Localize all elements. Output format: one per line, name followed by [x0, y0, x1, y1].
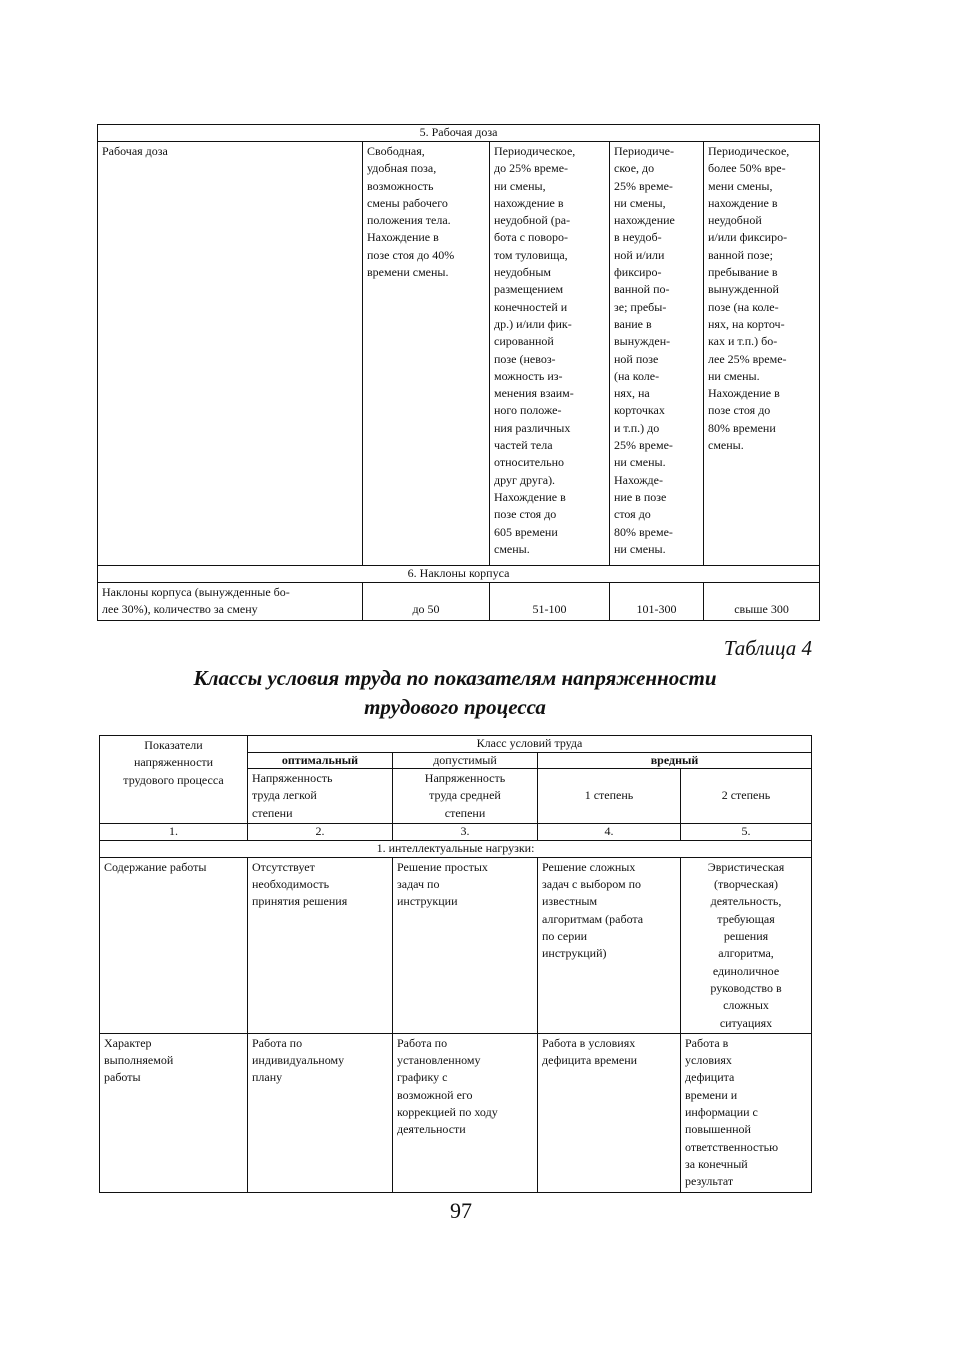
row-label-work-content: Содержание работы	[100, 857, 248, 1033]
section-header-bends: 6. Наклоны корпуса	[98, 566, 820, 583]
row-label-posture: Рабочая доза	[98, 142, 363, 566]
header-class-group: Класс условий труда	[248, 736, 812, 753]
header-indicators: Показатели напряженности трудового процесса	[100, 736, 248, 824]
cell-bends-optimal: до 50	[363, 583, 490, 621]
cell-bends-harmful-2: свыше 300	[704, 583, 820, 621]
table-title: Классы условия труда по показателям напряженности трудового процесса	[193, 666, 717, 719]
header-medium-strain: Напряженность труда средней степени	[393, 769, 538, 824]
cell-bends-allowable: 51-100	[490, 583, 610, 621]
row-label-bends: Наклоны корпуса (вынужденные бо- лее 30%), количество за смену	[98, 583, 363, 621]
header-degree-1: 1 степень	[538, 769, 681, 824]
header-optimal: оптимальный	[248, 753, 393, 769]
section-header-work-posture: 5. Рабочая доза	[98, 125, 820, 142]
page-number: 97	[450, 1198, 472, 1223]
cell-posture-harmful-1: Периодиче- ское, до 25% време- ни смены, нахождение в неудоб- ной и/или фиксиро- ванной по- зе; пребы- вание в вынужден- ной позе (на коле- нях, на корточках и т.п.) до 25% време- ни смены. Нахожде- ние в позе стоя до 80% време- ни смены.	[610, 142, 704, 566]
header-light-strain: Напряженность труда легкой степени	[248, 769, 393, 824]
cell-work-content-harmful-2: Эвристическая (творческая) деятельность, требующая решения алгоритма, единоличное руководство в сложных ситуациях	[681, 857, 812, 1033]
cell-bends-harmful-1: 101-300	[610, 583, 704, 621]
header-degree-2: 2 степень	[681, 769, 812, 824]
column-number: 2.	[248, 823, 393, 840]
cell-work-character-harmful-1: Работа в условиях дефицита времени	[538, 1033, 681, 1192]
cell-work-content-allowable: Решение простых задач по инструкции	[393, 857, 538, 1033]
table3-fragment	[97, 124, 820, 621]
cell-work-content-harmful-1: Решение сложных задач с выбором по известным алгоритмам (работа по серии инструкций)	[538, 857, 681, 1033]
column-number: 5.	[681, 823, 812, 840]
column-number: 3.	[393, 823, 538, 840]
table4	[99, 735, 812, 1193]
section-header-intellectual-load: 1. интеллектуальные нагрузки:	[100, 840, 812, 857]
cell-work-character-allowable: Работа по установленному графику с возможной его коррекцией по ходу деятельности	[393, 1033, 538, 1192]
cell-posture-allowable: Периодическое, до 25% време- ни смены, нахождение в неудобной (ра- бота с поворо- том туловища, неудобным размещением конечностей и др.) и/или фик- сированной позе (невоз- можность из- менения взаим- ного положе- ния различных частей тела относительно друг друга). Нахождение в позе стоя до 605 времени смены.	[490, 142, 610, 566]
cell-work-character-harmful-2: Работа в условиях дефицита времени и информации с повышенной ответственностью за конечный результат	[681, 1033, 812, 1192]
cell-posture-optimal: Свободная, удобная поза, возможность смены рабочего положения тела. Нахождение в позе стоя до 40% времени смены.	[363, 142, 490, 566]
column-number: 4.	[538, 823, 681, 840]
cell-posture-harmful-2: Периодическое, более 50% вре- мени смены, нахождение в неудобной и/или фиксиро- ванной позе; пребывание в вынужденной позе (на коле- нях, на корточ- ках и т.п.) бо- лее 25% време- ни смены. Нахождение в позе стоя до 80% времени смены.	[704, 142, 820, 566]
table-label: Таблица 4	[723, 636, 812, 660]
header-allowable: допустимый	[393, 753, 538, 769]
header-harmful: вредный	[538, 753, 812, 769]
column-number: 1.	[100, 823, 248, 840]
row-label-work-character: Характер выполняемой работы	[100, 1033, 248, 1192]
cell-work-character-optimal: Работа по индивидуальному плану	[248, 1033, 393, 1192]
cell-work-content-optimal: Отсутствует необходимость принятия решения	[248, 857, 393, 1033]
